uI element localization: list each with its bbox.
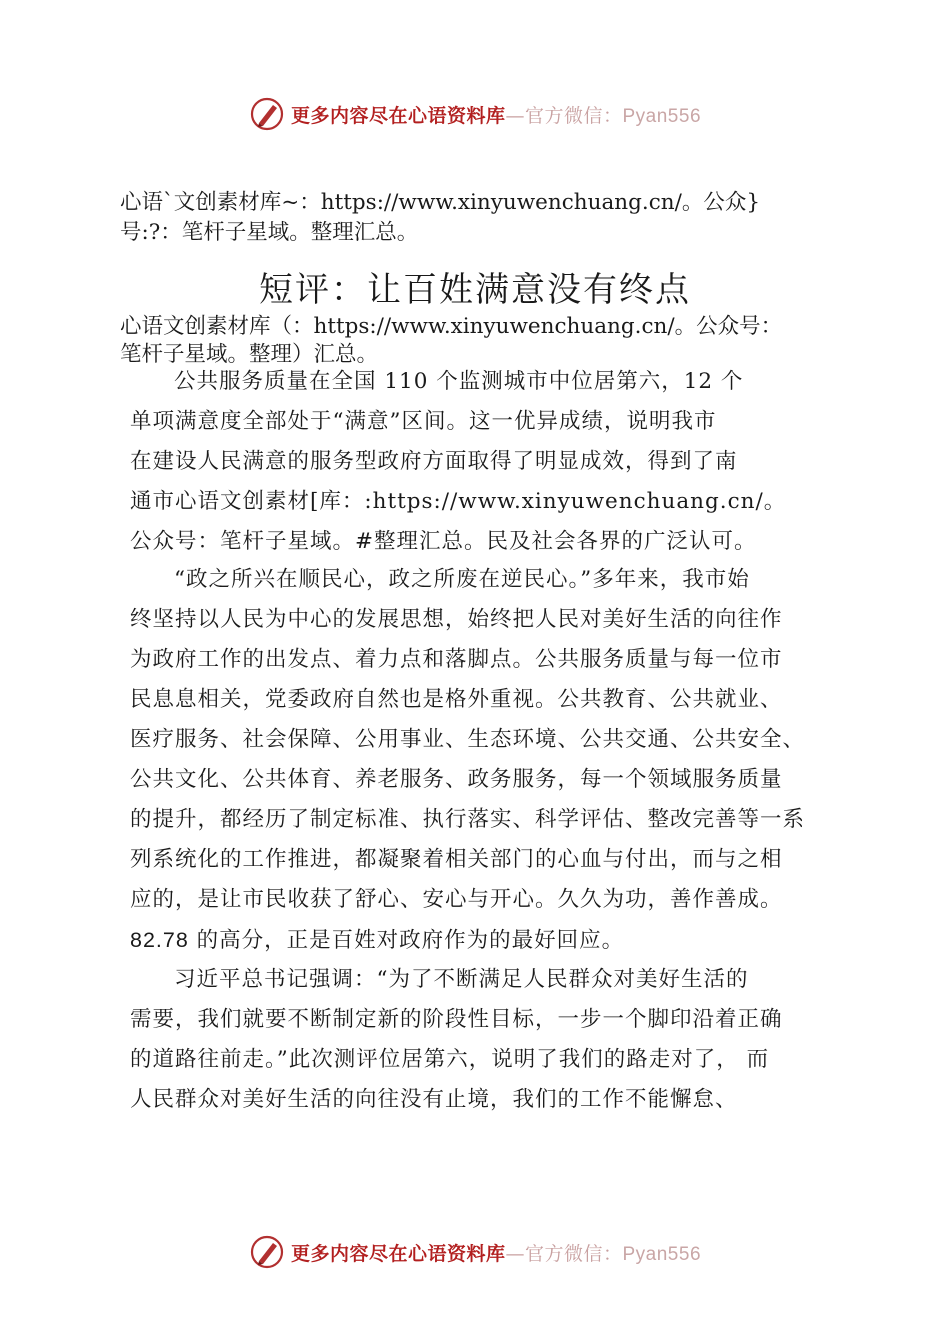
paragraph-line: 公共文化、公共体育、养老服务、政务服务，每一个领域服务质量 [130, 767, 783, 792]
paragraph-line: 民息息相关，党委政府自然也是格外重视。公共教育、公共就业、 [130, 687, 783, 712]
paragraph-2 [130, 560, 850, 960]
banner-wechat-label: 官方微信： [524, 104, 623, 127]
paragraph-line: 的提升，都经历了制定标准、执行落实、科学评估、整改完善等一系 [130, 807, 806, 832]
paragraph-line: “政之所兴在顺民心，政之所废在逆民心。”多年来，我市始 [174, 567, 750, 592]
pen-logo-icon [249, 96, 285, 132]
paragraph-line: 通市心语文创素材[库：:https://www.xinyuwenchuang.cn/。 [130, 489, 787, 514]
paragraph-line: 公共服务质量在全国 110 个监测城市中位居第六，12 个 [174, 369, 744, 394]
paragraph-line: 医疗服务、社会保障、公用事业、生态环境、公共交通、公共安全、 [130, 727, 806, 752]
banner-separator: — [505, 104, 525, 127]
banner-brand: 更多内容尽在心语资料库 [290, 104, 506, 127]
paragraph-line: 为政府工作的出发点、着力点和落脚点。公共服务质量与每一位市 [130, 647, 783, 672]
paragraph-line: 应的，是让市民收获了舒心、安心与开心。久久为功，善作善成。 [130, 887, 783, 912]
paragraph-3 [130, 960, 850, 1120]
paragraph-line: 在建设人民满意的服务型政府方面取得了明显成效，得到了南 [130, 449, 738, 474]
bottom-banner [0, 1230, 950, 1274]
banner-text [291, 101, 701, 128]
banner-brand: 更多内容尽在心语资料库 [290, 1242, 506, 1265]
paragraph-last-line [130, 920, 850, 960]
pen-logo-icon [249, 1234, 285, 1270]
paragraph-line: 列系统化的工作推进，都凝聚着相关部门的心血与付出，而与之相 [130, 847, 783, 872]
subtitle-line-2: 笔杆子星域。整理）汇总。 [120, 342, 379, 367]
paragraph-1 [130, 362, 850, 562]
subtitle-line-1: 心语文创素材库（：https://www.xinyuwenchuang.cn/。公众号： [120, 314, 783, 339]
paragraph-line: 的道路往前走。”此次测评位居第六，说明了我们的路走对了， 而 [130, 1047, 770, 1072]
paragraph-line: 需要，我们就要不断制定新的阶段性目标，一步一个脚印沿着正确 [130, 1007, 783, 1032]
top-banner [0, 92, 950, 136]
paragraph-tail-text: 的高分，正是百姓对政府作为的最好回应。 [188, 928, 625, 953]
score-number: 82.78 [130, 928, 189, 952]
paragraph-line: 习近平总书记强调：“为了不断满足人民群众对美好生活的 [174, 967, 749, 992]
paragraph-line: 单项满意度全部处于“满意”区间。这一优异成绩，说明我市 [130, 409, 717, 434]
banner-text [291, 1239, 701, 1266]
banner-wechat-id: Pyan556 [622, 105, 702, 127]
paragraph-line: 人民群众对美好生活的向往没有止境，我们的工作不能懈怠、 [130, 1087, 738, 1112]
paragraph-line: 公众号：笔杆子星域。#整理汇总。民及社会各界的广泛认可。 [130, 529, 757, 554]
banner-wechat-label: 官方微信： [524, 1242, 623, 1265]
banner-wechat-id: Pyan556 [622, 1243, 702, 1265]
article-title: 短评：让百姓满意没有终点 [259, 270, 691, 310]
paragraph-line: 终坚持以人民为中心的发展思想，始终把人民对美好生活的向往作 [130, 607, 783, 632]
header-line-2: 号:?：笔杆子星域。整理汇总。 [120, 220, 419, 245]
banner-separator: — [505, 1242, 525, 1265]
header-line-1: 心语`文创素材库~：https://www.xinyuwenchuang.cn/。公众} [120, 190, 761, 215]
